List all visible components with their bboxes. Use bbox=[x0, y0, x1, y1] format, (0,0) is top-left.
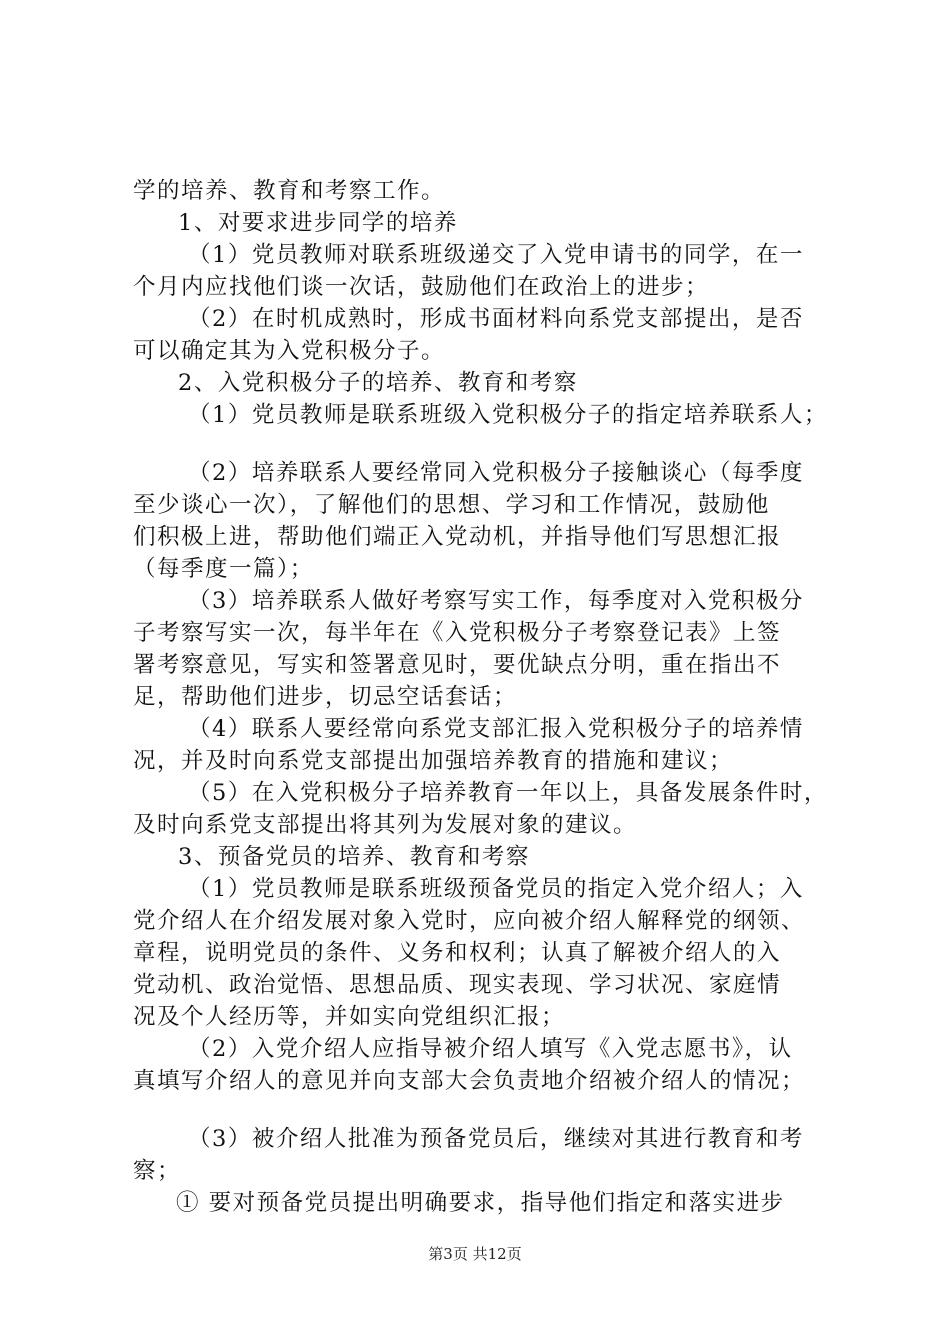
text-line: 及时向系党支部提出将其列为发展对象的建议。 bbox=[133, 812, 638, 838]
text-line: 们积极上进，帮助他们端正入党动机，并指导他们写思想汇报 bbox=[133, 524, 782, 550]
text-line: （4）联系人要经常向系党支部汇报入党积极分子的培养情 bbox=[188, 716, 804, 742]
text-line: 况，并及时向系党支部提出加强培养教育的措施和建议； bbox=[133, 748, 734, 774]
text-line: 足，帮助他们进步，切忌空话套话； bbox=[133, 684, 518, 710]
text-line: 真填写介绍人的意见并向支部大会负责地介绍被介绍人的情况； bbox=[133, 1068, 806, 1094]
text-line: 署考察意见，写实和签署意见时，要优缺点分明，重在指出不 bbox=[133, 652, 782, 678]
section-heading: 3、预备党员的培养、教育和考察 bbox=[178, 844, 530, 870]
text-line: ① 要对预备党员提出明确要求，指导他们指定和落实进步 bbox=[176, 1190, 785, 1216]
page-number: 第3页 共12页 bbox=[428, 1245, 522, 1263]
text-line: （每季度一篇）； bbox=[133, 556, 314, 582]
text-line: 章程，说明党员的条件、义务和权利；认真了解被介绍人的入 bbox=[133, 940, 782, 966]
text-line: 察； bbox=[133, 1158, 182, 1184]
text-line: （2）入党介绍人应指导被介绍人填写《入党志愿书》，认 bbox=[188, 1036, 793, 1062]
text-line: 子考察写实一次，每半年在《入党积极分子考察登记表》上签 bbox=[133, 620, 782, 646]
text-line: （2）在时机成熟时，形成书面材料向系党支部提出，是否 bbox=[188, 306, 804, 332]
section-heading: 1、对要求进步同学的培养 bbox=[178, 210, 458, 236]
text-line: （5）在入党积极分子培养教育一年以上，具备发展条件时， bbox=[188, 780, 828, 806]
text-line: （1）党员教师是联系班级入党积极分子的指定培养联系人； bbox=[188, 402, 828, 428]
text-line: （3）培养联系人做好考察写实工作，每季度对入党积极分 bbox=[188, 588, 804, 614]
section-heading: 2、入党积极分子的培养、教育和考察 bbox=[178, 370, 578, 396]
text-line: （1）党员教师对联系班级递交了入党申请书的同学，在一 bbox=[188, 242, 804, 268]
text-line: 个月内应找他们谈一次话，鼓励他们在政治上的进步； bbox=[133, 274, 710, 300]
text-line: （1）党员教师是联系班级预备党员的指定入党介绍人；入 bbox=[188, 876, 804, 902]
text-line: 况及个人经历等，并如实向党组织汇报； bbox=[133, 1004, 566, 1030]
text-line: 党动机、政治觉悟、思想品质、现实表现、学习状况、家庭情 bbox=[133, 972, 782, 998]
text-line: （3）被介绍人批准为预备党员后，继续对其进行教育和考 bbox=[188, 1126, 804, 1152]
text-line: 至少谈心一次），了解他们的思想、学习和工作情况，鼓励他 bbox=[133, 492, 770, 518]
text-line: 可以确定其为入党积极分子。 bbox=[133, 338, 446, 364]
text-line: 学的培养、教育和考察工作。 bbox=[133, 178, 446, 204]
text-line: 党介绍人在介绍发展对象入党时，应向被介绍人解释党的纲领、 bbox=[133, 908, 806, 934]
text-line: （2）培养联系人要经常同入党积极分子接触谈心（每季度 bbox=[188, 460, 804, 486]
